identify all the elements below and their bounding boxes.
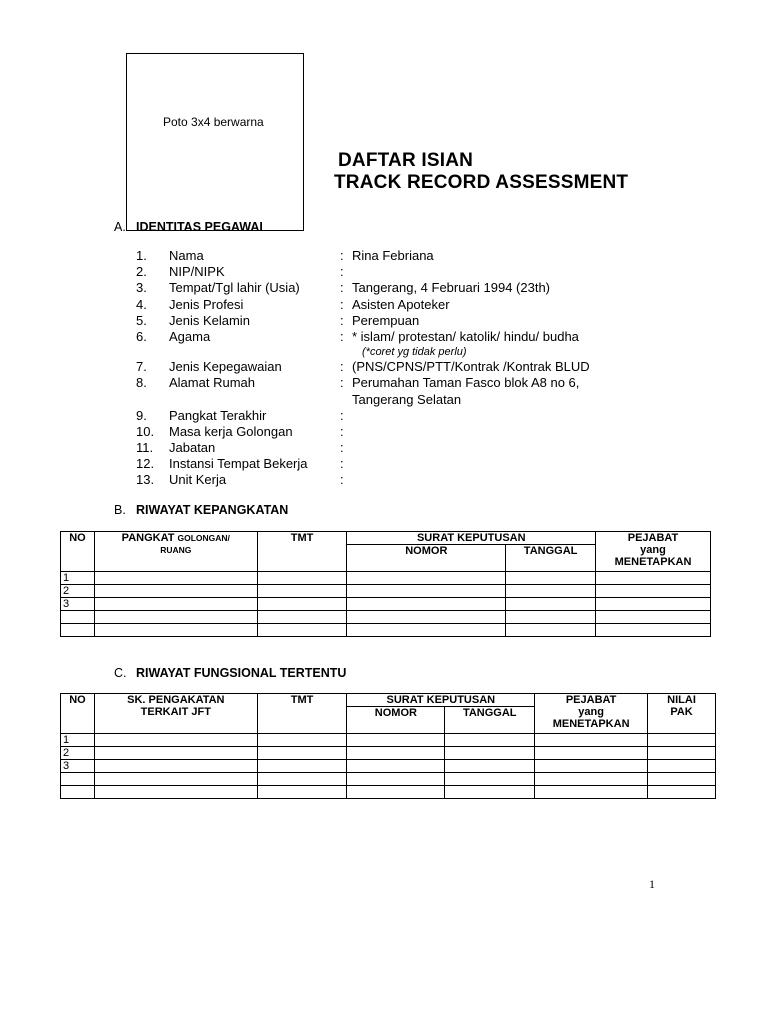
item-label: Jabatan	[169, 440, 216, 456]
item-label: Tempat/Tgl lahir (Usia)	[169, 280, 300, 296]
item-value	[352, 456, 736, 472]
item-colon: :	[340, 280, 344, 296]
header-sk-line2: TERKAIT JFT	[140, 706, 211, 718]
table-row	[61, 598, 711, 611]
table-cell[interactable]	[257, 734, 347, 747]
header-pejabat	[596, 532, 711, 572]
header-pejabat-line1: PEJABAT	[627, 532, 679, 544]
table-cell[interactable]	[648, 760, 716, 773]
identity-row-alamat-line2	[136, 392, 736, 408]
item-colon: :	[340, 375, 344, 391]
section-b-heading	[114, 503, 288, 517]
form-title-line1: DAFTAR ISIAN	[338, 150, 474, 171]
table-cell[interactable]	[94, 572, 257, 585]
table-cell[interactable]	[347, 572, 506, 585]
item-label: Unit Kerja	[169, 472, 227, 488]
item-number: 9.	[136, 407, 147, 423]
table-cell[interactable]	[535, 760, 648, 773]
identity-row-masa-kerja	[136, 424, 736, 440]
header-pangkat-label: PANGKAT	[121, 532, 175, 544]
table-row	[61, 572, 711, 585]
table-cell[interactable]	[94, 598, 257, 611]
item-label: Jenis Kepegawaian	[169, 359, 282, 375]
header-surat-keputusan: SURAT KEPUTUSAN	[347, 532, 596, 545]
identity-row-kepegawaian	[136, 359, 736, 375]
row-number: 2	[61, 585, 95, 598]
riwayat-kepangkatan-table	[60, 531, 711, 637]
section-a-heading	[114, 220, 263, 234]
table-cell[interactable]	[648, 734, 716, 747]
item-value	[352, 440, 736, 456]
table-cell[interactable]	[257, 747, 347, 760]
header-sk-line1: SK. PENGAKATAN	[127, 694, 225, 706]
alamat-line2: Tangerang Selatan	[352, 391, 462, 407]
item-colon: :	[340, 296, 344, 312]
item-value	[352, 424, 736, 440]
page-number: 1	[649, 877, 655, 891]
table-cell[interactable]	[596, 624, 711, 637]
header-nilai-line1: NILAI	[667, 694, 696, 706]
table-cell[interactable]	[347, 585, 506, 598]
item-value: * islam/ protestan/ katolik/ hindu/ budha	[352, 328, 579, 344]
section-a-letter: A.	[114, 220, 126, 234]
item-colon: :	[340, 248, 344, 263]
item-number: 3.	[136, 280, 147, 296]
table-header-row	[61, 532, 711, 545]
table-cell[interactable]	[535, 747, 648, 760]
table-cell[interactable]	[257, 598, 347, 611]
table-cell[interactable]	[257, 624, 347, 637]
item-value	[352, 408, 736, 424]
item-number: 12.	[136, 456, 155, 472]
item-value: Asisten Apoteker	[352, 296, 450, 312]
header-pejabat-line2: yang	[578, 706, 604, 718]
table-row	[61, 611, 711, 624]
table-cell[interactable]	[445, 786, 535, 799]
table-cell[interactable]	[596, 585, 711, 598]
section-b-letter: B.	[114, 503, 126, 517]
item-label: Jenis Profesi	[169, 296, 244, 312]
item-value: Rina Febriana	[352, 248, 434, 263]
table-cell[interactable]	[257, 585, 347, 598]
table-cell[interactable]	[257, 773, 347, 786]
header-nomor: NOMOR	[347, 545, 506, 572]
header-ruang-label: RUANG	[160, 545, 192, 555]
header-golongan-label: GOLONGAN/	[177, 533, 230, 543]
row-number	[61, 786, 95, 799]
table-cell[interactable]	[347, 598, 506, 611]
item-number: 1.	[136, 248, 147, 263]
section-c-letter: C.	[114, 666, 127, 680]
table-cell[interactable]	[506, 598, 596, 611]
section-c-heading	[114, 666, 346, 680]
item-number: 4.	[136, 296, 147, 312]
header-tanggal: TANGGAL	[445, 707, 535, 734]
item-label: NIP/NIPK	[169, 264, 225, 280]
table-cell[interactable]	[94, 786, 257, 799]
item-value: Perumahan Taman Fasco blok A8 no 6,	[352, 375, 580, 391]
item-number: 10.	[136, 423, 155, 439]
row-number: 3	[61, 760, 95, 773]
header-pangkat	[94, 532, 257, 572]
table-cell[interactable]	[596, 598, 711, 611]
row-number: 3	[61, 598, 95, 611]
identity-row-kelamin	[136, 313, 736, 329]
item-colon: :	[340, 423, 344, 439]
table-cell[interactable]	[506, 611, 596, 624]
header-pejabat-line1: PEJABAT	[565, 694, 617, 706]
table-cell[interactable]	[506, 624, 596, 637]
riwayat-fungsional-table	[60, 693, 716, 799]
identity-row-instansi	[136, 456, 736, 472]
item-colon: :	[340, 264, 344, 280]
table-cell[interactable]	[347, 624, 506, 637]
item-label: Jenis Kelamin	[169, 312, 250, 328]
item-label: Instansi Tempat Bekerja	[169, 456, 308, 472]
header-pejabat-line2: yang	[640, 544, 666, 556]
identity-row-agama	[136, 329, 736, 345]
table-cell[interactable]	[347, 611, 506, 624]
item-number: 2.	[136, 264, 147, 280]
table-cell[interactable]	[257, 611, 347, 624]
header-pejabat-line3: MENETAPKAN	[614, 556, 692, 568]
header-surat-keputusan: SURAT KEPUTUSAN	[347, 694, 535, 707]
table-cell[interactable]	[596, 572, 711, 585]
item-value: (PNS/CPNS/PTT/Kontrak /Kontrak BLUD	[352, 359, 590, 375]
header-no: NO	[61, 694, 95, 734]
section-c-title: RIWAYAT FUNGSIONAL TERTENTU	[136, 666, 347, 680]
header-pejabat	[535, 694, 648, 734]
item-value	[352, 264, 736, 280]
item-number: 8.	[136, 375, 147, 391]
table-cell[interactable]	[257, 786, 347, 799]
table-cell[interactable]	[347, 786, 445, 799]
table-cell[interactable]	[347, 760, 445, 773]
header-tmt: TMT	[257, 694, 347, 734]
table-row	[61, 760, 716, 773]
row-number	[61, 773, 95, 786]
identity-row-ttl	[136, 280, 736, 296]
table-row	[61, 585, 711, 598]
agama-note: (*coret yg tidak perlu)	[362, 346, 467, 359]
table-cell[interactable]	[94, 734, 257, 747]
table-row	[61, 786, 716, 799]
table-cell[interactable]	[535, 734, 648, 747]
header-nilai-line2: PAK	[670, 706, 693, 718]
table-cell[interactable]	[94, 747, 257, 760]
table-header-row	[61, 694, 716, 707]
item-number: 5.	[136, 312, 147, 328]
header-nomor: NOMOR	[347, 707, 445, 734]
table-cell[interactable]	[94, 773, 257, 786]
identity-row-agama-note	[136, 345, 736, 359]
item-number: 13.	[136, 472, 155, 488]
row-number: 1	[61, 734, 95, 747]
table-cell[interactable]	[94, 624, 257, 637]
header-tmt: TMT	[257, 532, 347, 572]
header-nilai-pak	[648, 694, 716, 734]
table-cell[interactable]	[648, 747, 716, 760]
row-number	[61, 624, 95, 637]
table-cell[interactable]	[535, 786, 648, 799]
identity-row-profesi	[136, 297, 736, 313]
table-row	[61, 773, 716, 786]
identity-row-unit-kerja	[136, 472, 736, 488]
photo-placeholder-box	[126, 53, 304, 231]
table-cell[interactable]	[596, 611, 711, 624]
table-cell[interactable]	[347, 773, 445, 786]
row-number	[61, 611, 95, 624]
table-cell[interactable]	[648, 786, 716, 799]
identity-row-nama	[136, 248, 736, 264]
item-value: Tangerang, 4 Februari 1994 (23th)	[352, 280, 551, 296]
table-row	[61, 624, 711, 637]
table-cell[interactable]	[648, 773, 716, 786]
item-colon: :	[340, 328, 344, 344]
form-title-line2: TRACK RECORD ASSESSMENT	[334, 172, 629, 193]
table-cell[interactable]	[506, 572, 596, 585]
table-cell[interactable]	[347, 747, 445, 760]
item-value: Perempuan	[352, 312, 420, 328]
identity-list	[136, 248, 736, 489]
table-cell[interactable]	[506, 585, 596, 598]
table-cell[interactable]	[445, 760, 535, 773]
table-row	[61, 747, 716, 760]
item-colon: :	[340, 472, 344, 488]
identity-row-jabatan	[136, 440, 736, 456]
table-cell[interactable]	[347, 734, 445, 747]
table-row	[61, 734, 716, 747]
item-label: Masa kerja Golongan	[169, 423, 293, 439]
header-no: NO	[61, 532, 95, 572]
section-b-title: RIWAYAT KEPANGKATAN	[136, 503, 289, 517]
item-label: Pangkat Terakhir	[169, 407, 267, 423]
item-value	[352, 472, 736, 488]
item-number: 11.	[136, 440, 154, 456]
table-cell[interactable]	[94, 585, 257, 598]
row-number: 1	[61, 572, 95, 585]
table-cell[interactable]	[94, 760, 257, 773]
item-colon: :	[340, 456, 344, 472]
table-cell[interactable]	[445, 734, 535, 747]
identity-row-alamat	[136, 375, 736, 391]
item-colon: :	[340, 440, 344, 456]
row-number: 2	[61, 747, 95, 760]
item-colon: :	[340, 407, 344, 423]
item-colon: :	[340, 312, 344, 328]
table-cell[interactable]	[535, 773, 648, 786]
identity-row-nip	[136, 264, 736, 280]
item-number: 6.	[136, 328, 147, 344]
table-cell[interactable]	[94, 611, 257, 624]
identity-row-pangkat	[136, 408, 736, 424]
item-number: 7.	[136, 359, 147, 375]
item-label: Nama	[169, 248, 204, 263]
header-sk-pengakatan	[94, 694, 257, 734]
photo-label: Poto 3x4 berwarna	[163, 115, 264, 129]
table-cell[interactable]	[257, 760, 347, 773]
item-label: Agama	[169, 328, 211, 344]
table-cell[interactable]	[445, 773, 535, 786]
header-pejabat-line3: MENETAPKAN	[552, 718, 630, 730]
item-colon: :	[340, 359, 344, 375]
table-cell[interactable]	[257, 572, 347, 585]
section-a-title: IDENTITAS PEGAWAI	[136, 220, 263, 234]
item-label: Alamat Rumah	[169, 375, 255, 391]
header-tanggal: TANGGAL	[506, 545, 596, 572]
table-cell[interactable]	[445, 747, 535, 760]
